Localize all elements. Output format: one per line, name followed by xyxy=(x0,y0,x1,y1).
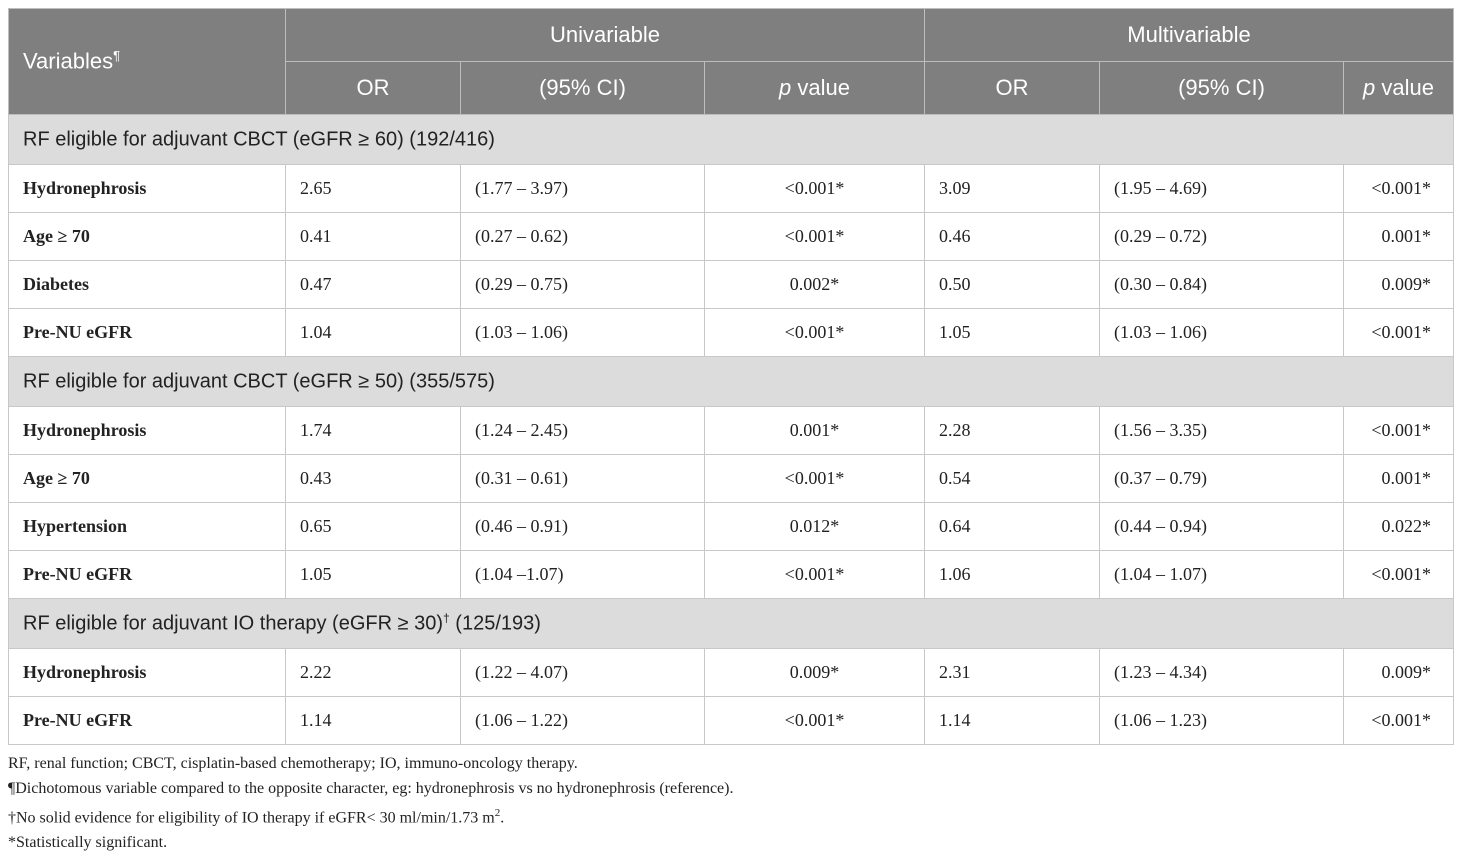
p-italic: p xyxy=(779,75,792,100)
multivariable-or-cell: 2.31 xyxy=(925,649,1100,697)
univariable-or-cell: 1.05 xyxy=(286,551,461,599)
multivariable-or-cell: 0.64 xyxy=(925,503,1100,551)
multivariable-ci-cell: (1.95 – 4.69) xyxy=(1100,165,1344,213)
footnote-io-superscript: 2 xyxy=(494,807,501,819)
multivariable-p-cell: <0.001* xyxy=(1344,165,1454,213)
univariable-p-cell: <0.001* xyxy=(705,697,925,745)
univariable-or-cell: 1.74 xyxy=(286,407,461,455)
variable-cell: Pre-NU eGFR xyxy=(9,697,286,745)
univariable-ci-cell: (1.03 – 1.06) xyxy=(461,309,705,357)
multivariable-ci-cell: (0.30 – 0.84) xyxy=(1100,261,1344,309)
table-row xyxy=(9,309,1454,357)
variables-header-footnote-mark: ¶ xyxy=(113,48,121,64)
group-title xyxy=(9,115,1454,165)
univariable-p-cell: <0.001* xyxy=(705,213,925,261)
univariable-or-cell: 0.41 xyxy=(286,213,461,261)
footnote-significance: *Statistically significant. xyxy=(8,833,168,851)
multivariable-p-cell: 0.001* xyxy=(1344,213,1454,261)
multivariable-ci-cell: (1.23 – 4.34) xyxy=(1100,649,1344,697)
group-title xyxy=(9,357,1454,407)
univariable-or-cell: 0.43 xyxy=(286,455,461,503)
univariable-ci-cell: (0.31 – 0.61) xyxy=(461,455,705,503)
variable-cell: Age ≥ 70 xyxy=(9,455,286,503)
univariable-p-cell: <0.001* xyxy=(705,455,925,503)
variables-header-label: Variables xyxy=(23,48,114,74)
p-rest: value xyxy=(791,75,850,100)
multivariable-ci-header: (95% CI) xyxy=(1100,62,1344,115)
univariable-header: Univariable xyxy=(286,9,925,62)
multivariable-p-cell: <0.001* xyxy=(1344,697,1454,745)
group-title-text: RF eligible for adjuvant CBCT (eGFR ≥ 50) (355/575) xyxy=(23,370,495,393)
table-row xyxy=(9,697,1454,745)
multivariable-ci-cell: (0.37 – 0.79) xyxy=(1100,455,1344,503)
multivariable-or-cell: 0.50 xyxy=(925,261,1100,309)
univariable-ci-cell: (1.04 –1.07) xyxy=(461,551,705,599)
table-body xyxy=(9,115,1454,745)
multivariable-p-cell: <0.001* xyxy=(1344,551,1454,599)
univariable-ci-cell: (1.06 – 1.22) xyxy=(461,697,705,745)
footnote-dichotomous: ¶Dichotomous variable compared to the opposite character, eg: hydronephrosis vs no hydronephrosis (reference). xyxy=(8,779,734,797)
multivariable-ci-cell: (1.06 – 1.23) xyxy=(1100,697,1344,745)
univariable-ci-cell: (1.24 – 2.45) xyxy=(461,407,705,455)
group-title-count: (125/193) xyxy=(449,612,541,635)
univariable-or-cell: 0.47 xyxy=(286,261,461,309)
univariable-p-cell: <0.001* xyxy=(705,309,925,357)
footnote-io-therapy xyxy=(8,801,733,831)
univariable-ci-cell: (1.77 – 3.97) xyxy=(461,165,705,213)
univariable-or-cell: 0.65 xyxy=(286,503,461,551)
footnote-io-text: †No solid evidence for eligibility of IO therapy if eGFR< 30 ml/min/1.73 m xyxy=(8,809,495,827)
table-row xyxy=(9,261,1454,309)
table-row xyxy=(9,649,1454,697)
variable-cell: Pre-NU eGFR xyxy=(9,551,286,599)
group-title-footnote-mark: † xyxy=(443,611,450,626)
multivariable-p-cell: <0.001* xyxy=(1344,407,1454,455)
multivariable-ci-cell: (0.44 – 0.94) xyxy=(1100,503,1344,551)
footnote-io-end: . xyxy=(500,809,505,827)
variable-cell: Age ≥ 70 xyxy=(9,213,286,261)
multivariable-or-cell: 1.14 xyxy=(925,697,1100,745)
table-row xyxy=(9,407,1454,455)
table-row xyxy=(9,503,1454,551)
variable-cell: Hydronephrosis xyxy=(9,165,286,213)
group-row xyxy=(9,115,1454,165)
group-title xyxy=(9,599,1454,649)
multivariable-ci-cell: (1.56 – 3.35) xyxy=(1100,407,1344,455)
multivariable-p-cell: 0.001* xyxy=(1344,455,1454,503)
univariable-or-cell: 2.22 xyxy=(286,649,461,697)
variable-cell: Pre-NU eGFR xyxy=(9,309,286,357)
table-row xyxy=(9,551,1454,599)
univariable-p-cell: 0.002* xyxy=(705,261,925,309)
multivariable-p-cell: <0.001* xyxy=(1344,309,1454,357)
univariable-p-cell: 0.012* xyxy=(705,503,925,551)
univariable-p-header xyxy=(705,62,925,115)
multivariable-ci-cell: (1.03 – 1.06) xyxy=(1100,309,1344,357)
multivariable-or-cell: 0.54 xyxy=(925,455,1100,503)
univariable-p-cell: 0.001* xyxy=(705,407,925,455)
table-row xyxy=(9,455,1454,503)
multivariable-or-cell: 1.05 xyxy=(925,309,1100,357)
group-row xyxy=(9,599,1454,649)
variable-cell: Hydronephrosis xyxy=(9,407,286,455)
univariable-or-cell: 1.04 xyxy=(286,309,461,357)
variable-cell: Hydronephrosis xyxy=(9,649,286,697)
univariable-ci-cell: (1.22 – 4.07) xyxy=(461,649,705,697)
p-rest: value xyxy=(1375,75,1434,100)
univariable-p-cell: <0.001* xyxy=(705,165,925,213)
table-header xyxy=(9,9,1454,115)
univariable-or-header: OR xyxy=(286,62,461,115)
multivariable-or-header: OR xyxy=(925,62,1100,115)
univariable-or-cell: 2.65 xyxy=(286,165,461,213)
multivariable-or-cell: 0.46 xyxy=(925,213,1100,261)
multivariable-or-cell: 2.28 xyxy=(925,407,1100,455)
univariable-p-cell: <0.001* xyxy=(705,551,925,599)
univariable-ci-header: (95% CI) xyxy=(461,62,705,115)
results-table-container xyxy=(8,8,1453,745)
multivariable-p-cell: 0.022* xyxy=(1344,503,1454,551)
univariable-p-cell: 0.009* xyxy=(705,649,925,697)
group-title-text: RF eligible for adjuvant IO therapy (eGFR ≥ 30) xyxy=(23,612,444,635)
p-italic: p xyxy=(1363,75,1376,100)
table-footnotes xyxy=(8,752,733,855)
odds-ratio-table xyxy=(8,8,1454,745)
univariable-ci-cell: (0.46 – 0.91) xyxy=(461,503,705,551)
variables-header xyxy=(9,9,286,115)
table-row xyxy=(9,213,1454,261)
univariable-ci-cell: (0.27 – 0.62) xyxy=(461,213,705,261)
univariable-ci-cell: (0.29 – 0.75) xyxy=(461,261,705,309)
multivariable-ci-cell: (1.04 – 1.07) xyxy=(1100,551,1344,599)
univariable-or-cell: 1.14 xyxy=(286,697,461,745)
multivariable-or-cell: 3.09 xyxy=(925,165,1100,213)
multivariable-or-cell: 1.06 xyxy=(925,551,1100,599)
table-row xyxy=(9,165,1454,213)
variable-cell: Hypertension xyxy=(9,503,286,551)
variable-cell: Diabetes xyxy=(9,261,286,309)
group-row xyxy=(9,357,1454,407)
footnote-abbreviations: RF, renal function; CBCT, cisplatin-based chemotherapy; IO, immuno-oncology therapy. xyxy=(8,755,578,772)
multivariable-p-cell: 0.009* xyxy=(1344,261,1454,309)
multivariable-ci-cell: (0.29 – 0.72) xyxy=(1100,213,1344,261)
multivariable-p-header xyxy=(1344,62,1454,115)
group-title-text: RF eligible for adjuvant CBCT (eGFR ≥ 60) (192/416) xyxy=(23,128,495,151)
multivariable-p-cell: 0.009* xyxy=(1344,649,1454,697)
multivariable-header: Multivariable xyxy=(925,9,1454,62)
